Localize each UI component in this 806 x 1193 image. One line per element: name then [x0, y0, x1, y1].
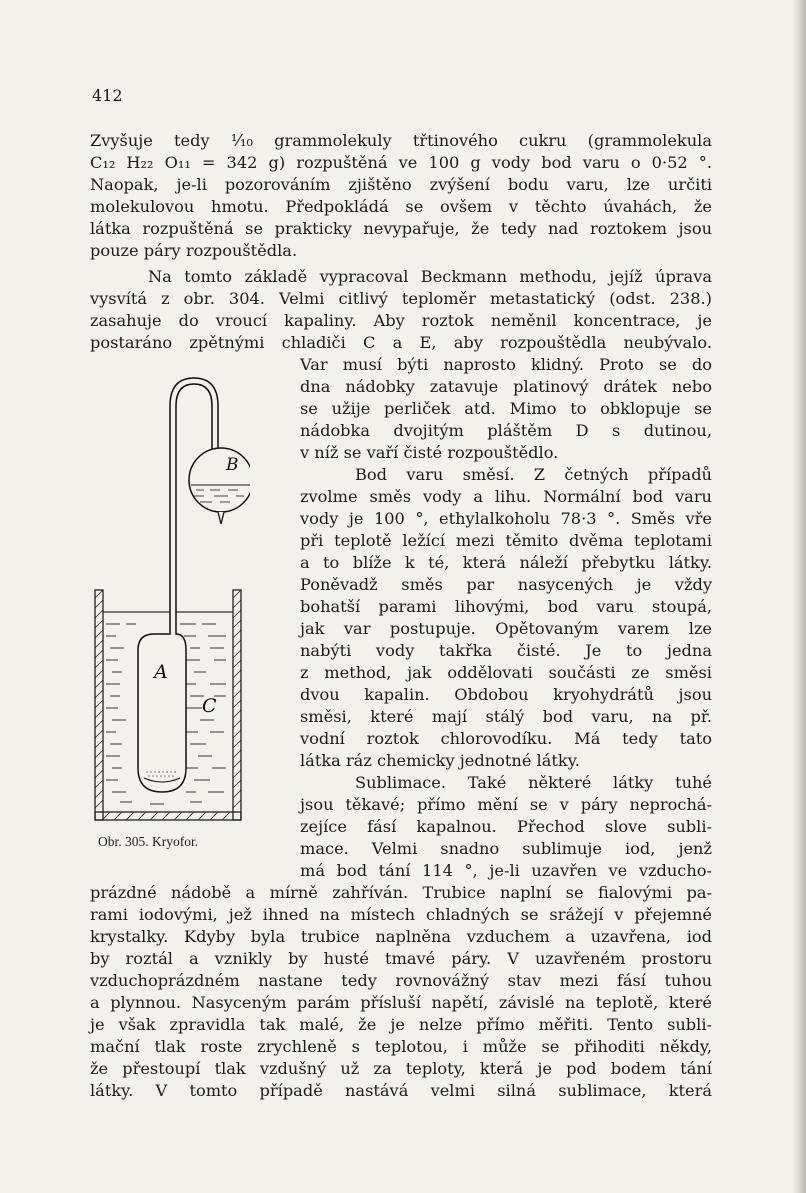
text-line: látky. V tomto případě nastává velmi silná sublimace, která: [90, 1081, 712, 1100]
bulb-b: [189, 448, 250, 524]
label-b: B: [226, 455, 239, 475]
text-line: by roztál a vznikly by husté tmavé páry. V uzavřeném prostoru: [90, 949, 712, 968]
text-line: molekulovou hmotu. Předpokládá se ovšem v těchto úvahách, že: [90, 197, 712, 216]
text-line: se užije perliček atd. Mimo to obklopuje se: [300, 399, 712, 418]
text-line: dvou kapalin. Obdobou kryohydrátů jsou: [300, 685, 712, 704]
text-line: nádobka dvojitým pláštěm D s dutinou,: [300, 421, 712, 440]
text-line: Naopak, je-li pozorováním zjištěno zvýšení bodu varu, lze určiti: [90, 175, 712, 194]
text-line: Na tomto základě vypracoval Beckmann methodu, jejíž úprava: [148, 267, 712, 286]
text-line: zejíce fásí kapalnou. Přechod slove subli-: [300, 817, 712, 836]
text-line: pouze páry rozpouštědla.: [90, 241, 298, 260]
text-line: krystalky. Kdyby byla trubice naplněna vzduchem a uzavřena, iod: [90, 927, 712, 946]
text-line: jak var postupuje. Opětovaným varem lze: [300, 619, 712, 638]
text-line: látka rozpuštěná se prakticky nevypařuje, že tedy nad roztokem jsou: [90, 219, 712, 238]
text-line: a plynnou. Nasyceným parám přísluší napětí, závislé na teplotě, které: [90, 993, 712, 1012]
page-number: 412: [92, 86, 123, 105]
text-line: vodní roztok chlorovodíku. Má tedy tato: [300, 729, 712, 748]
text-line: směsi, které mají stálý bod varu, na př.: [300, 707, 712, 726]
text-line: mační tlak roste zrychleně s teplotou, i může se přihoditi někdy,: [90, 1037, 712, 1056]
text-line: Var musí býti naprosto klidný. Proto se do: [300, 355, 712, 374]
text-line: prázdné nádobě a mírně zahříván. Trubice naplní se fialovými pa-: [90, 883, 712, 902]
text-line: rami iodovými, jež ihned na místech chladných se srážejí v přejemné: [90, 905, 712, 924]
figure-caption: Obr. 305. Kryofor.: [98, 834, 199, 849]
text-line: zasahuje do vroucí kapaliny. Aby roztok neměnil koncentrace, je: [90, 311, 712, 330]
label-c: C: [202, 695, 217, 717]
kryofor-figure: [90, 372, 250, 832]
text-line: dna nádobky zatavuje platinový drátek nebo: [300, 377, 712, 396]
text-line: Poněvadž směs par nasycených je vždy: [300, 575, 712, 594]
inner-tube-a: [138, 378, 218, 792]
text-line: při teplotě ležící mezi těmito dvěma teplotami: [300, 531, 712, 550]
text-line: Sublimace. Také některé látky tuhé: [355, 773, 712, 792]
text-line: v níž se vaří čisté rozpouštědlo.: [300, 443, 559, 462]
text-line: že přestoupí tlak vzdušný už za teploty, která je pod bodem tání: [90, 1059, 712, 1078]
page-edge-shadow: [792, 0, 806, 1193]
text-line: má bod tání 114 °, je-li uzavřen ve vzducho-: [300, 861, 712, 880]
text-line: vzduchoprázdném nastane tedy rovnovážný stav mezi fásí tuhou: [90, 971, 712, 990]
text-line: je však zpravidla tak malé, že je nelze přímo měřiti. Tento subli-: [90, 1015, 712, 1034]
text-line: Bod varu směsí. Z četných případů: [355, 465, 712, 484]
label-a: A: [154, 661, 168, 683]
text-line: postaráno zpětnými chladiči C a E, aby rozpouštědla neubývalo.: [90, 333, 712, 352]
text-line: látka ráz chemicky jednotné látky.: [300, 751, 580, 770]
text-line: Zvyšuje tedy ¹⁄₁₀ grammolekuly třtinového cukru (grammolekula: [90, 131, 712, 150]
text-line: bohatší parami lihovými, bod varu stoupá,: [300, 597, 712, 616]
text-line: zvolme směs vody a lihu. Normální bod varu: [300, 487, 712, 506]
text-line: vysvítá z obr. 304. Velmi citlivý teploměr metastatický (odst. 238.): [90, 289, 712, 308]
text-line: C₁₂ H₂₂ O₁₁ = 342 g) rozpuštěná ve 100 g vody bod varu o 0·52 °.: [90, 153, 712, 172]
text-line: a to blíže k té, která náleží přebytku látky.: [300, 553, 712, 572]
text-line: mace. Velmi snadno sublimuje iod, jenž: [300, 839, 712, 858]
text-line: vody je 100 °, ethylalkoholu 78·3 °. Směs vře: [300, 509, 712, 528]
text-line: jsou těkavé; přímo mění se v páry neprochá-: [300, 795, 712, 814]
text-line: nabýti vody takřka čisté. Je to jedna: [300, 641, 712, 660]
text-line: z method, jak oddělovati součásti ze směsi: [300, 663, 712, 682]
